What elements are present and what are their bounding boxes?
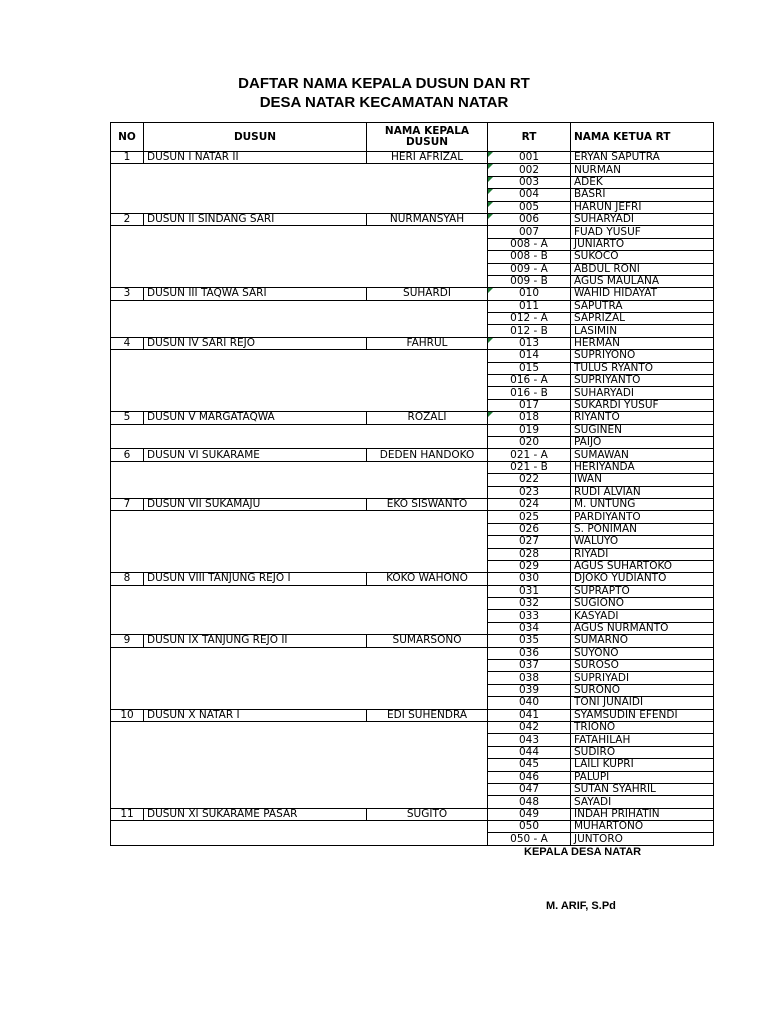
table-row <box>111 721 714 733</box>
cell-ketua-rt: SAPRIZAL <box>571 313 714 325</box>
cell-rt: 034 <box>488 622 571 634</box>
cell-ketua-rt: S. PONIMAN <box>571 523 714 535</box>
cell-kepala-dusun: FAHRUL <box>367 337 488 349</box>
cell-no: 7 <box>111 498 144 510</box>
document-title: DAFTAR NAMA KEPALA DUSUN DAN RT <box>238 75 530 92</box>
cell-rt: 001 <box>488 152 571 164</box>
cell-kepala-dusun: SUHARDI <box>367 288 488 300</box>
cell-rt: 021 - B <box>488 461 571 473</box>
cell-rt: 016 - B <box>488 387 571 399</box>
cell-kepala-dusun: ROZALI <box>367 412 488 424</box>
table-row <box>111 213 714 225</box>
table-row <box>111 647 714 659</box>
cell-rt: 028 <box>488 548 571 560</box>
cell-no: 5 <box>111 412 144 424</box>
cell-ketua-rt: M. UNTUNG <box>571 498 714 510</box>
cell-rt: 043 <box>488 734 571 746</box>
empty-merged-cell <box>111 461 488 498</box>
empty-merged-cell <box>111 424 488 449</box>
cell-ketua-rt: ADEK <box>571 176 714 188</box>
cell-dusun: DUSUN IV SARI REJO <box>144 337 367 349</box>
cell-rt: 041 <box>488 709 571 721</box>
cell-kepala-dusun: SUMARSONO <box>367 635 488 647</box>
cell-rt: 012 - B <box>488 325 571 337</box>
cell-rt: 004 <box>488 189 571 201</box>
cell-ketua-rt: SUGINEN <box>571 424 714 436</box>
empty-merged-cell <box>111 226 488 288</box>
header-ketua-rt: NAMA KETUA RT <box>571 123 714 152</box>
empty-merged-cell <box>111 821 488 846</box>
table-row <box>111 821 714 833</box>
cell-no: 10 <box>111 709 144 721</box>
table-row <box>111 635 714 647</box>
table-row <box>111 164 714 176</box>
cell-ketua-rt: SUMAWAN <box>571 449 714 461</box>
cell-ketua-rt: AGUS MAULANA <box>571 275 714 287</box>
cell-dusun: DUSUN IX TANJUNG REJO II <box>144 635 367 647</box>
cell-ketua-rt: SUTAN SYAHRIL <box>571 783 714 795</box>
cell-kepala-dusun: HERI AFRIZAL <box>367 152 488 164</box>
cell-no: 8 <box>111 573 144 585</box>
cell-ketua-rt: SUMARNO <box>571 635 714 647</box>
cell-ketua-rt: RUDI ALVIAN <box>571 486 714 498</box>
empty-merged-cell <box>111 721 488 808</box>
cell-ketua-rt: SUPRIYADI <box>571 672 714 684</box>
cell-rt: 011 <box>488 300 571 312</box>
cell-ketua-rt: RIYADI <box>571 548 714 560</box>
cell-rt: 013 <box>488 337 571 349</box>
cell-rt: 042 <box>488 721 571 733</box>
cell-ketua-rt: INDAH PRIHATIN <box>571 808 714 820</box>
cell-ketua-rt: SYAMSUDIN EFENDI <box>571 709 714 721</box>
table-row <box>111 350 714 362</box>
cell-ketua-rt: PARDIYANTO <box>571 511 714 523</box>
cell-ketua-rt: NURMAN <box>571 164 714 176</box>
cell-rt: 008 - B <box>488 251 571 263</box>
cell-rt: 008 - A <box>488 238 571 250</box>
cell-ketua-rt: DJOKO YUDIANTO <box>571 573 714 585</box>
table-row <box>111 337 714 349</box>
cell-ketua-rt: SUPRAPTO <box>571 585 714 597</box>
cell-rt: 014 <box>488 350 571 362</box>
table-row <box>111 573 714 585</box>
cell-dusun: DUSUN VIII TANJUNG REJO I <box>144 573 367 585</box>
cell-ketua-rt: HARUN JEFRI <box>571 201 714 213</box>
cell-rt: 024 <box>488 498 571 510</box>
empty-merged-cell <box>111 585 488 635</box>
cell-ketua-rt: SUYONO <box>571 647 714 659</box>
table-row <box>111 424 714 436</box>
cell-rt: 010 <box>488 288 571 300</box>
table-header-row <box>111 123 714 152</box>
cell-rt: 050 <box>488 821 571 833</box>
cell-ketua-rt: JUNIARTO <box>571 238 714 250</box>
cell-rt: 037 <box>488 660 571 672</box>
cell-rt: 049 <box>488 808 571 820</box>
header-kepala-dusun: NAMA KEPALA DUSUN <box>367 123 488 152</box>
cell-no: 11 <box>111 808 144 820</box>
cell-rt: 016 - A <box>488 375 571 387</box>
cell-rt: 050 - A <box>488 833 571 845</box>
cell-rt: 027 <box>488 536 571 548</box>
cell-ketua-rt: HERIYANDA <box>571 461 714 473</box>
cell-ketua-rt: BASRI <box>571 189 714 201</box>
cell-rt: 006 <box>488 213 571 225</box>
cell-ketua-rt: JUNTORO <box>571 833 714 845</box>
cell-rt: 044 <box>488 746 571 758</box>
cell-rt: 017 <box>488 399 571 411</box>
cell-dusun: DUSUN XI SUKARAME PASAR <box>144 808 367 820</box>
cell-rt: 032 <box>488 598 571 610</box>
cell-rt: 007 <box>488 226 571 238</box>
cell-ketua-rt: SUGIONO <box>571 598 714 610</box>
cell-no: 3 <box>111 288 144 300</box>
cell-ketua-rt: LAILI KUPRI <box>571 759 714 771</box>
cell-ketua-rt: TRIONO <box>571 721 714 733</box>
cell-ketua-rt: SUKARDI YUSUF <box>571 399 714 411</box>
cell-no: 2 <box>111 213 144 225</box>
table-row <box>111 461 714 473</box>
cell-rt: 040 <box>488 697 571 709</box>
cell-dusun: DUSUN VI SUKARAME <box>144 449 367 461</box>
cell-rt: 009 - A <box>488 263 571 275</box>
cell-rt: 002 <box>488 164 571 176</box>
cell-ketua-rt: IWAN <box>571 474 714 486</box>
cell-rt: 030 <box>488 573 571 585</box>
cell-dusun: DUSUN III TAQWA SARI <box>144 288 367 300</box>
cell-ketua-rt: FUAD YUSUF <box>571 226 714 238</box>
header-no: NO <box>111 123 144 152</box>
table-row <box>111 226 714 238</box>
cell-ketua-rt: HERMAN <box>571 337 714 349</box>
table-body <box>111 152 714 846</box>
table-row <box>111 412 714 424</box>
cell-ketua-rt: AGUS SUHARTOKO <box>571 560 714 572</box>
table-row <box>111 585 714 597</box>
cell-dusun: DUSUN V MARGATAQWA <box>144 412 367 424</box>
cell-rt: 033 <box>488 610 571 622</box>
cell-kepala-dusun: DEDEN HANDOKO <box>367 449 488 461</box>
dusun-rt-table <box>110 122 714 846</box>
cell-ketua-rt: SUROSO <box>571 660 714 672</box>
cell-ketua-rt: FATAHILAH <box>571 734 714 746</box>
cell-ketua-rt: WAHID HIDAYAT <box>571 288 714 300</box>
empty-merged-cell <box>111 300 488 337</box>
document-subtitle: DESA NATAR KECAMATAN NATAR <box>259 94 509 111</box>
cell-no: 6 <box>111 449 144 461</box>
cell-rt: 039 <box>488 684 571 696</box>
cell-rt: 031 <box>488 585 571 597</box>
cell-ketua-rt: KASYADI <box>571 610 714 622</box>
cell-ketua-rt: MUHARTONO <box>571 821 714 833</box>
cell-ketua-rt: WALUYO <box>571 536 714 548</box>
cell-rt: 045 <box>488 759 571 771</box>
cell-rt: 036 <box>488 647 571 659</box>
cell-ketua-rt: LASIMIN <box>571 325 714 337</box>
header-dusun: DUSUN <box>144 123 367 152</box>
cell-rt: 023 <box>488 486 571 498</box>
cell-dusun: DUSUN II SINDANG SARI <box>144 213 367 225</box>
table-row <box>111 300 714 312</box>
cell-rt: 021 - A <box>488 449 571 461</box>
table-row <box>111 288 714 300</box>
cell-ketua-rt: PAIJO <box>571 436 714 448</box>
cell-ketua-rt: TULUS RYANTO <box>571 362 714 374</box>
cell-rt: 020 <box>488 436 571 448</box>
cell-ketua-rt: SAYADI <box>571 796 714 808</box>
cell-rt: 029 <box>488 560 571 572</box>
signature-role: KEPALA DESA NATAR <box>524 846 642 858</box>
cell-ketua-rt: PALUPI <box>571 771 714 783</box>
cell-dusun: DUSUN VII SUKAMAJU <box>144 498 367 510</box>
cell-kepala-dusun: EKO SISWANTO <box>367 498 488 510</box>
cell-ketua-rt: SUKOCO <box>571 251 714 263</box>
cell-ketua-rt: SAPUTRA <box>571 300 714 312</box>
cell-dusun: DUSUN I NATAR II <box>144 152 367 164</box>
empty-merged-cell <box>111 511 488 573</box>
cell-kepala-dusun: NURMANSYAH <box>367 213 488 225</box>
table-row <box>111 808 714 820</box>
cell-rt: 015 <box>488 362 571 374</box>
cell-rt: 038 <box>488 672 571 684</box>
cell-no: 9 <box>111 635 144 647</box>
cell-ketua-rt: SURONO <box>571 684 714 696</box>
cell-rt: 046 <box>488 771 571 783</box>
cell-ketua-rt: SUPRIYANTO <box>571 375 714 387</box>
cell-rt: 026 <box>488 523 571 535</box>
empty-merged-cell <box>111 164 488 214</box>
cell-ketua-rt: SUPRIYONO <box>571 350 714 362</box>
cell-ketua-rt: ERYAN SAPUTRA <box>571 152 714 164</box>
cell-ketua-rt: SUDIRO <box>571 746 714 758</box>
table-row <box>111 449 714 461</box>
cell-rt: 003 <box>488 176 571 188</box>
cell-rt: 005 <box>488 201 571 213</box>
cell-rt: 018 <box>488 412 571 424</box>
cell-dusun: DUSUN X NATAR I <box>144 709 367 721</box>
cell-rt: 035 <box>488 635 571 647</box>
cell-ketua-rt: ABDUL RONI <box>571 263 714 275</box>
cell-ketua-rt: RIYANTO <box>571 412 714 424</box>
cell-rt: 019 <box>488 424 571 436</box>
cell-no: 4 <box>111 337 144 349</box>
empty-merged-cell <box>111 350 488 412</box>
cell-ketua-rt: SUHARYADI <box>571 387 714 399</box>
header-rt: RT <box>488 123 571 152</box>
cell-rt: 009 - B <box>488 275 571 287</box>
cell-kepala-dusun: EDI SUHENDRA <box>367 709 488 721</box>
empty-merged-cell <box>111 647 488 709</box>
cell-kepala-dusun: SUGITO <box>367 808 488 820</box>
cell-rt: 047 <box>488 783 571 795</box>
cell-ketua-rt: AGUS NURMANTO <box>571 622 714 634</box>
cell-rt: 022 <box>488 474 571 486</box>
table-row <box>111 152 714 164</box>
cell-no: 1 <box>111 152 144 164</box>
signatory-name: M. ARIF, S.Pd <box>546 900 616 912</box>
table-row <box>111 498 714 510</box>
cell-ketua-rt: TONI JUNAIDI <box>571 697 714 709</box>
table-row <box>111 511 714 523</box>
cell-rt: 048 <box>488 796 571 808</box>
cell-ketua-rt: SUHARYADI <box>571 213 714 225</box>
cell-rt: 012 - A <box>488 313 571 325</box>
cell-rt: 025 <box>488 511 571 523</box>
table-row <box>111 709 714 721</box>
cell-kepala-dusun: KOKO WAHONO <box>367 573 488 585</box>
